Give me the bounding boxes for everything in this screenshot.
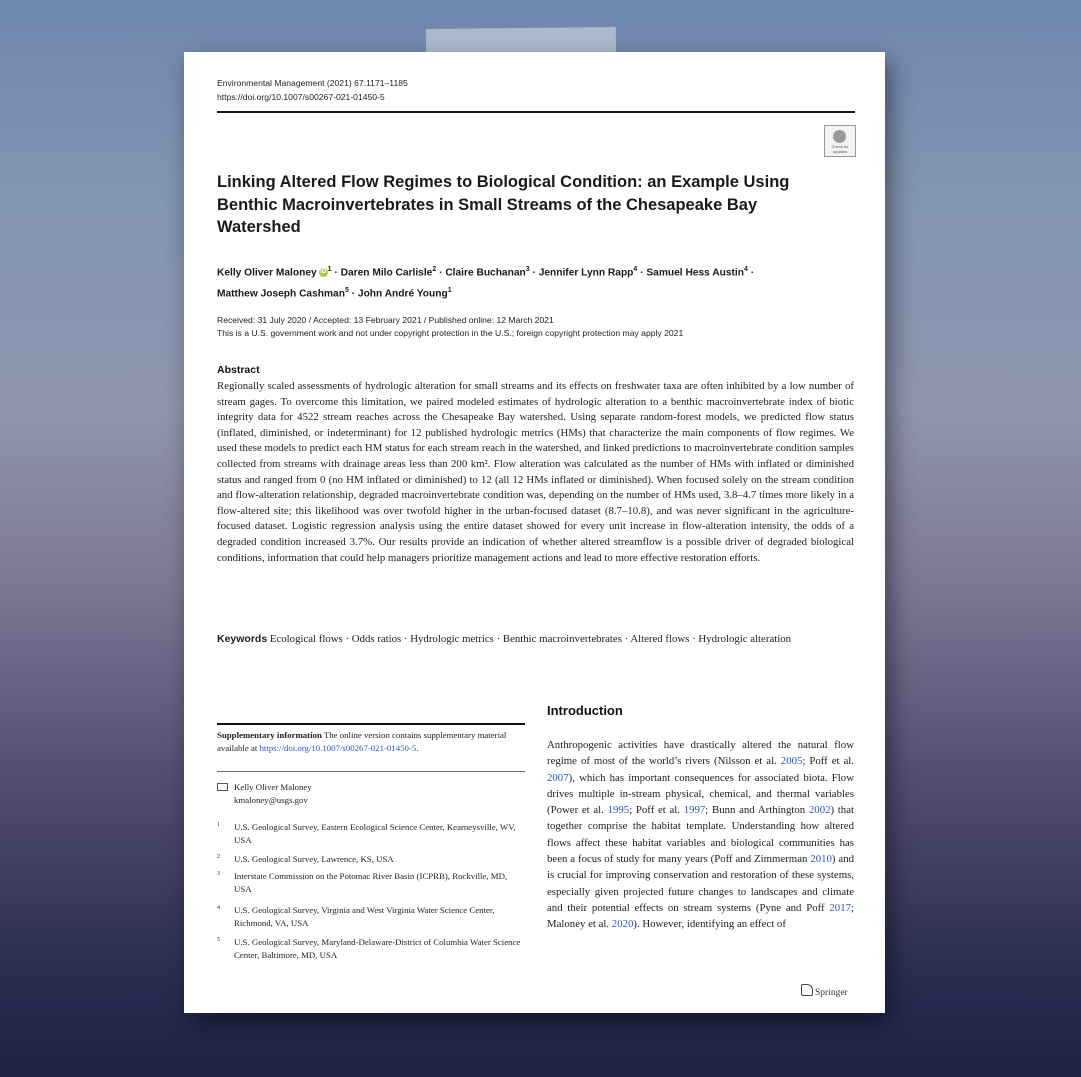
journal-header (217, 76, 408, 104)
footnote-rule (217, 723, 525, 725)
intro-text-segment: ). However, identifying an effect of (633, 918, 786, 931)
citation-link[interactable]: 2017 (829, 901, 851, 914)
copyright-line: This is a U.S. government work and not under copyright protection in the U.S.; foreign copyright protection may apply 2021 (217, 328, 684, 338)
citation-link[interactable]: 2005 (780, 755, 803, 768)
keyword-item: Benthic macroinvertebrates (502, 633, 622, 645)
affiliation-number: 3 (217, 871, 220, 877)
author-affiliation-number: 4 (633, 266, 638, 273)
intro-text-segment: ; Poff et al. (629, 804, 684, 817)
journal-citation: Environmental Management (2021) 67:1171–1185 (217, 78, 408, 88)
intro-text-segment: ; Maloney et al. (547, 901, 854, 931)
abstract-heading: Abstract (217, 364, 260, 376)
keywords (217, 631, 854, 647)
keywords-items: Ecological flows · Odds ratios · Hydrologic metrics · Benthic macroinvertebrates · Altered flows · Hydrologic alteration (269, 633, 792, 645)
intro-text-segment: ) that together comprise the habitat template. Understanding how altered flows affect these habitat variables and biological communities has been a focus of study for many years (Poff and Zimmerman (547, 804, 854, 866)
affiliation-number: 4 (217, 905, 220, 911)
article-title: Linking Altered Flow Regimes to Biological Condition: an Example Using Benthic Macroinvertebrates in Small Streams of the Chesapeake Bay Watershed (217, 173, 790, 236)
citation-link[interactable]: 2002 (808, 804, 831, 817)
author-affiliation-number: 3 (525, 266, 530, 273)
intro-text-segment: ) and is crucial for improving conservation and restoration of these systems, especially given projected future changes to landscapes and climate and their potential effects on stream systems (Pyne and Poff (547, 853, 855, 914)
intro-text-segment: ), which has important consequences for associated biota. Flow drives multiple in-stream physical, chemical, and thermal variables (Power et al. (547, 771, 854, 817)
orcid-icon[interactable]: iD (320, 269, 327, 276)
crossmark-icon (833, 130, 846, 143)
author-name: Samuel Hess Austin (646, 267, 744, 279)
publisher-logo (801, 984, 848, 998)
affiliation-text: U.S. Geological Survey, Lawrence, KS, USA (234, 854, 394, 864)
supplementary-info (217, 729, 525, 755)
author-name: John André Young (357, 288, 448, 300)
affiliation-number: 1 (217, 822, 220, 828)
affiliation-text: U.S. Geological Survey, Eastern Ecological Science Center, Kearneysville, WV, USA (234, 822, 516, 845)
keywords-label: Keywords (217, 633, 268, 645)
publication-dates (217, 314, 683, 340)
affiliation-number: 5 (217, 937, 220, 943)
keyword-item: Ecological flows (269, 633, 343, 645)
springer-horse-icon (801, 984, 813, 996)
introduction-text (547, 737, 854, 933)
journal-doi[interactable]: https://doi.org/10.1007/s00267-021-01450-5 (217, 92, 385, 102)
affiliation-number: 2 (217, 854, 220, 860)
author-name: Claire Buchanan (445, 267, 526, 279)
affiliation-text: U.S. Geological Survey, Maryland-Delaware-District of Columbia Water Science Center, Baltimore, MD, USA (234, 937, 521, 960)
crossmark-badge[interactable] (824, 125, 856, 157)
citation-link[interactable]: 2007 (547, 771, 569, 784)
author-name: Jennifer Lynn Rapp (538, 267, 634, 279)
dates-line: Received: 31 July 2020 / Accepted: 13 February 2021 / Published online: 12 March 2021 (217, 315, 554, 325)
header-rule (217, 111, 855, 113)
keyword-item: Altered flows (630, 633, 690, 645)
crossmark-label: Check for updates (831, 144, 849, 154)
supplementary-link[interactable]: https://doi.org/10.1007/s00267-021-01450-5 (259, 742, 417, 753)
affiliation-text: Interstate Commission on the Potomac River Basin (ICPRB), Rockville, MD, USA (234, 871, 508, 894)
intro-text-segment: Anthropogenic activities have drastically altered the natural flow regime of most of the world’s rivers (Nilsson et al. (547, 739, 854, 768)
author-name: Daren Milo Carlisle (340, 267, 433, 279)
author-affiliation-number: 4 (743, 266, 748, 273)
keyword-item: Odds ratios (351, 633, 402, 645)
author-affiliation-number: 2 (432, 266, 437, 273)
intro-text-segment: ; Poff et al. (802, 755, 855, 768)
contact-email[interactable]: kmaloney@usgs.gov (234, 795, 308, 805)
citation-link[interactable]: 2010 (810, 853, 832, 866)
contact-name: Kelly Oliver Maloney (234, 782, 312, 792)
citation-link[interactable]: 1997 (683, 804, 706, 817)
supplementary-text: The online version contains supplementary material available at (217, 730, 507, 753)
keyword-item: Hydrologic alteration (698, 633, 792, 645)
author-name: Kelly Oliver Maloney (217, 267, 317, 279)
author-affiliation-number: 1 (327, 266, 332, 273)
keyword-item: Hydrologic metrics (410, 633, 494, 645)
supplementary-end: . (416, 742, 419, 753)
author-affiliation-number: 5 (344, 286, 349, 294)
author-affiliation-number: 1 (447, 286, 452, 294)
supplementary-label: Supplementary information (217, 730, 322, 740)
publisher-name: Springer (815, 988, 848, 998)
introduction-heading: Introduction (547, 703, 623, 718)
corresponding-author (217, 781, 525, 807)
supplementary-rule (217, 771, 525, 772)
author-list: Kelly Oliver Maloney iD $^1$ · Daren Milo Carlisle$^2$ · Claire Buchanan$^3$ · Jennifer Lynn Rapp$^4$ · Samuel Hess Austin$^4$ · Matthew Joseph Cashman$^5$ · John André Young$^1$ (217, 266, 755, 300)
intro-text-segment: ; Bunn and Arthington (705, 804, 809, 817)
citation-link[interactable]: 1995 (607, 804, 630, 817)
affiliation-text: U.S. Geological Survey, Virginia and West Virginia Water Science Center, Richmond, VA, USA (234, 905, 495, 928)
envelope-icon (217, 783, 228, 791)
citation-link[interactable]: 2020 (611, 918, 634, 931)
abstract-text: Regionally scaled assessments of hydrologic alteration for small streams and its effects on freshwater taxa are often inhibited by a low number of stream gages. To overcome this limitation, we paired modeled estimates of hydrologic alteration to a benthic macroinvertebrate index of biotic integrity data for 4522 stream reaches across the Chesapeake Bay watershed. Using separate random-forest models, we predicted flow status (inflated, diminished, or indeterminant) for 12 published hydrologic metrics (HMs) that characterize the main components of flow regimes. We used these models to predict each HM status for each stream reach in the watershed, and linked predictions to macroinvertebrate condition samples collected from streams with drainage areas less than 200 km². Flow alteration was calculated as the number of HMs with inflated or diminished status and ranged from 0 (no HM inflated or diminished) to 12 (all 12 HMs inflated or diminished). When focused solely on the stream condition and flow-alteration relationship, degraded macroinvertebrate condition was, depending on the number of HMs used, 3.8–4.7 times more likely in a flow-altered site; this likelihood was over twofold higher in the urban-focused dataset (8.7–10.8), and was never significant in the agriculture-focused dataset. Logistic regression analysis using the entire dataset showed for every unit increase in flow-alteration intensity, the odds of a degraded condition increased 3.7%. Our results provide an indication of whether altered streamflow is a possible driver of degraded biological conditions, information that could help managers prioritize management actions and lead to more effective restoration efforts. (217, 380, 854, 564)
author-name: Matthew Joseph Cashman (217, 288, 345, 300)
